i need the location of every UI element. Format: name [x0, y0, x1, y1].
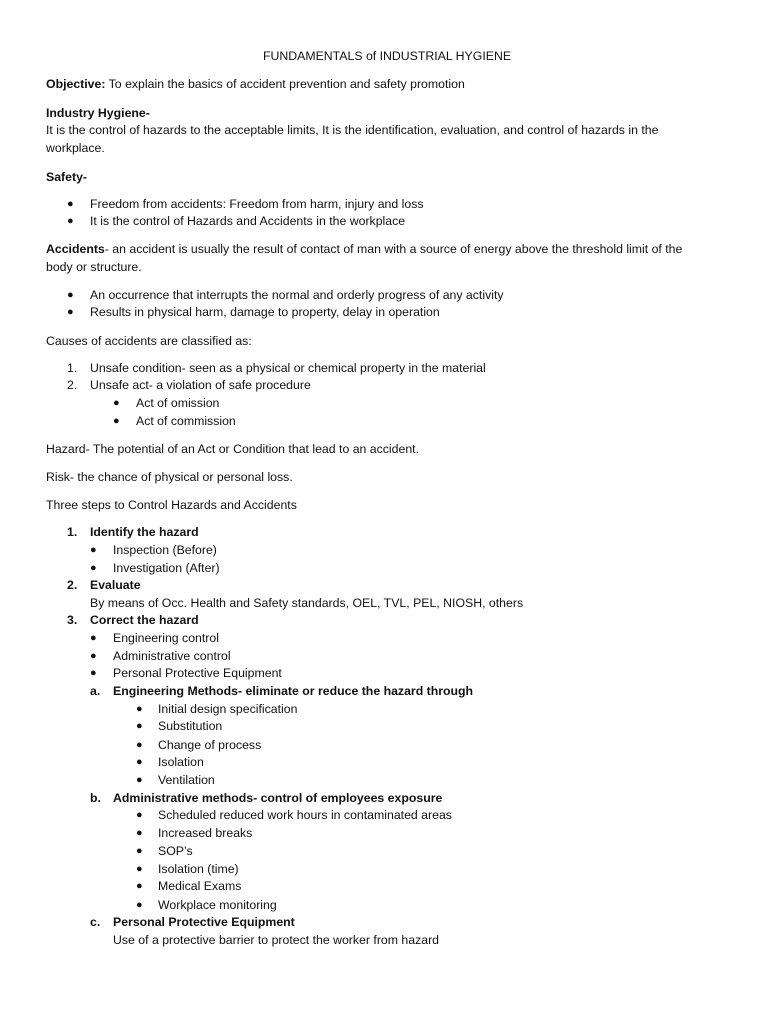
- safety-item: It is the control of Hazards and Accidents in the workplace: [90, 214, 406, 228]
- list-letter: b.: [90, 791, 101, 805]
- bullet-icon: ●: [136, 863, 143, 875]
- cause-sub-item: Act of omission: [136, 396, 220, 410]
- step-identify-label: Identify the hazard: [90, 525, 199, 539]
- engineering-item: Ventilation: [158, 773, 215, 787]
- risk-definition: Risk- the chance of physical or personal loss.: [46, 470, 293, 484]
- administrative-item: Medical Exams: [158, 879, 242, 893]
- step-evaluate-text: By means of Occ. Health and Safety standards, OEL, TVL, PEL, NIOSH, others: [90, 596, 524, 610]
- list-letter: a.: [90, 684, 101, 698]
- bullet-icon: ●: [136, 899, 143, 911]
- causes-heading: Causes of accidents are classified as:: [46, 334, 252, 348]
- industry-hygiene-line2: workplace.: [46, 141, 105, 155]
- safety-heading: Safety-: [46, 170, 88, 184]
- bullet-icon: ●: [136, 703, 143, 715]
- bullet-icon: ●: [136, 720, 143, 732]
- list-number: 2.: [67, 578, 78, 592]
- administrative-methods-label: Administrative methods- control of employees exposure: [113, 791, 443, 805]
- bullet-icon: ●: [136, 827, 143, 839]
- accidents-label: Accidents: [46, 242, 105, 256]
- administrative-item: SOP’s: [158, 844, 193, 858]
- step-correct-label: Correct the hazard: [90, 613, 199, 627]
- bullet-icon: ●: [136, 845, 143, 857]
- administrative-item: Increased breaks: [158, 826, 253, 840]
- accidents-item: Results in physical harm, damage to property, delay in operation: [90, 305, 440, 319]
- industry-hygiene-heading: Industry Hygiene-: [46, 106, 150, 120]
- administrative-item: Isolation (time): [158, 862, 239, 876]
- cause-item: Unsafe condition- seen as a physical or chemical property in the material: [90, 361, 486, 375]
- engineering-item: Isolation: [158, 755, 204, 769]
- engineering-item: Change of process: [158, 738, 262, 752]
- bullet-icon: ●: [67, 215, 74, 227]
- bullet-icon: ●: [136, 880, 143, 892]
- bullet-icon: ●: [67, 289, 74, 301]
- bullet-icon: ●: [113, 397, 120, 409]
- bullet-icon: ●: [136, 774, 143, 786]
- correct-item: Administrative control: [113, 649, 231, 663]
- correct-item: Engineering control: [113, 631, 219, 645]
- list-number: 1.: [67, 525, 78, 539]
- identify-item: Inspection (Before): [113, 543, 217, 557]
- ppe-label: Personal Protective Equipment: [113, 915, 295, 929]
- industry-hygiene-line1: It is the control of hazards to the acceptable limits, It is the identification, evaluation, and control of hazards in the: [46, 123, 659, 137]
- bullet-icon: ●: [90, 562, 97, 574]
- bullet-icon: ●: [136, 756, 143, 768]
- step-evaluate-label: Evaluate: [90, 578, 141, 592]
- ppe-text: Use of a protective barrier to protect the worker from hazard: [113, 933, 440, 947]
- bullet-icon: ●: [90, 544, 97, 556]
- bullet-icon: ●: [90, 667, 97, 679]
- bullet-icon: ●: [113, 415, 120, 427]
- cause-item: Unsafe act- a violation of safe procedure: [90, 378, 311, 392]
- accidents-item: An occurrence that interrupts the normal and orderly progress of any activity: [90, 288, 504, 302]
- document-title: FUNDAMENTALS of INDUSTRIAL HYGIENE: [263, 49, 512, 63]
- administrative-item: Workplace monitoring: [158, 898, 277, 912]
- engineering-item: Substitution: [158, 719, 223, 733]
- bullet-icon: ●: [67, 306, 74, 318]
- bullet-icon: ●: [90, 650, 97, 662]
- engineering-methods-label: Engineering Methods- eliminate or reduce the hazard through: [113, 684, 474, 698]
- bullet-icon: ●: [136, 809, 143, 821]
- bullet-icon: ●: [136, 739, 143, 751]
- steps-heading: Three steps to Control Hazards and Accidents: [46, 498, 297, 512]
- bullet-icon: ●: [90, 632, 97, 644]
- list-number: 3.: [67, 613, 78, 627]
- correct-item: Personal Protective Equipment: [113, 666, 282, 680]
- accidents-line1: [46, 242, 682, 257]
- administrative-item: Scheduled reduced work hours in contaminated areas: [158, 808, 452, 822]
- objective-label: Objective:: [46, 77, 106, 91]
- safety-item: Freedom from accidents: Freedom from harm, injury and loss: [90, 197, 424, 211]
- objective-line: [46, 77, 465, 92]
- identify-item: Investigation (After): [113, 561, 220, 575]
- bullet-icon: ●: [67, 198, 74, 210]
- list-number: 1.: [67, 361, 78, 375]
- objective-text: To explain the basics of accident prevention and safety promotion: [105, 77, 465, 91]
- hazard-definition: Hazard- The potential of an Act or Condition that lead to an accident.: [46, 442, 420, 456]
- cause-sub-item: Act of commission: [136, 414, 236, 428]
- list-number: 2.: [67, 378, 78, 392]
- engineering-item: Initial design specification: [158, 702, 298, 716]
- accidents-line2: body or structure.: [46, 260, 142, 274]
- list-letter: c.: [90, 915, 101, 929]
- accidents-text: - an accident is usually the result of contact of man with a source of energy above the threshold limit of the: [104, 242, 683, 256]
